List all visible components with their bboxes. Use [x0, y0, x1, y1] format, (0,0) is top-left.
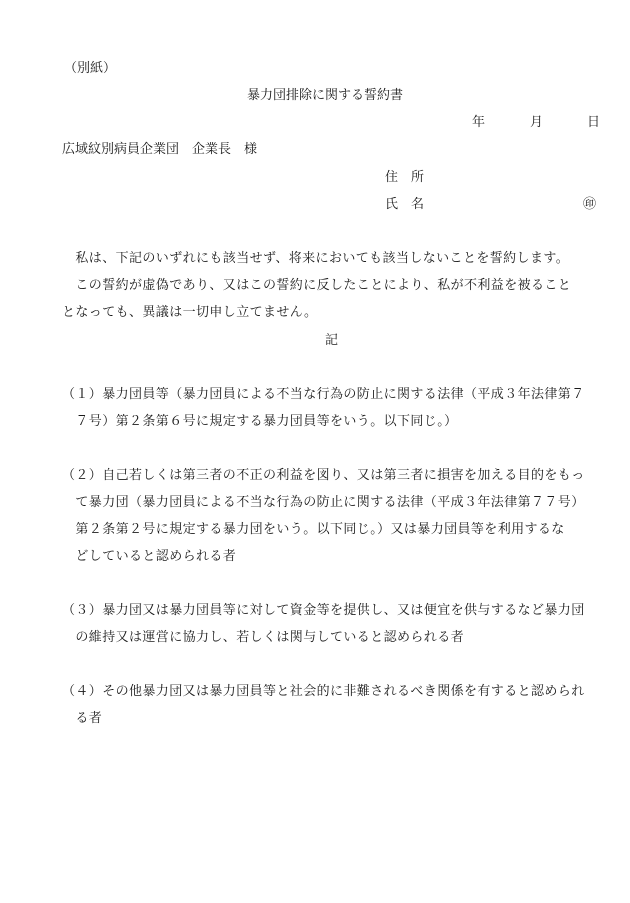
annex-label: （別紙）: [64, 61, 117, 76]
item-line: の維持又は運営に協力し、若しくは関与していると認められる者: [62, 630, 465, 645]
declaration-line: この誓約が虚偽であり、又はこの誓約に反したことにより、私が不利益を被ること: [62, 278, 572, 293]
item-line: （１）暴力団員等（暴力団員による不当な行為の防止に関する法律（平成３年法律第７: [62, 387, 585, 402]
date-year: 年: [472, 115, 486, 130]
addressee: 広域紋別病員企業団 企業長 様: [62, 142, 258, 157]
date-month: 月: [530, 115, 544, 130]
name-label: 氏 名: [385, 197, 425, 212]
ki-heading: 記: [325, 333, 339, 348]
item-line: 第２条第２号に規定する暴力団をいう。以下同じ。）又は暴力団員等を利用するな: [62, 522, 565, 537]
seal-mark: ㊞: [583, 197, 597, 212]
declaration-line: となっても、異議は一切申し立てません。: [62, 305, 318, 320]
item-line: る者: [62, 711, 103, 726]
item-line: （３）暴力団又は暴力団員等に対して資金等を提供し、又は便宜を供与するなど暴力団: [62, 603, 585, 618]
item-line: どしていると認められる者: [62, 549, 237, 564]
item-line: （４）その他暴力団又は暴力団員等と社会的に非難されるべき関係を有すると認められ: [62, 684, 585, 699]
item-line: て暴力団（暴力団員による不当な行為の防止に関する法律（平成３年法律第７７号）: [62, 495, 585, 510]
date-day: 日: [587, 115, 601, 130]
item-line: （２）自己若しくは第三者の不正の利益を図り、又は第三者に損害を加える目的をもっ: [62, 468, 585, 483]
document-title: 暴力団排除に関する誓約書: [247, 88, 404, 103]
address-label: 住 所: [385, 170, 425, 185]
item-line: ７号）第２条第６号に規定する暴力団員等をいう。以下同じ。）: [62, 414, 458, 429]
declaration-line: 私は、下記のいずれにも該当せず、将来においても該当しないことを誓約します。: [62, 251, 570, 266]
